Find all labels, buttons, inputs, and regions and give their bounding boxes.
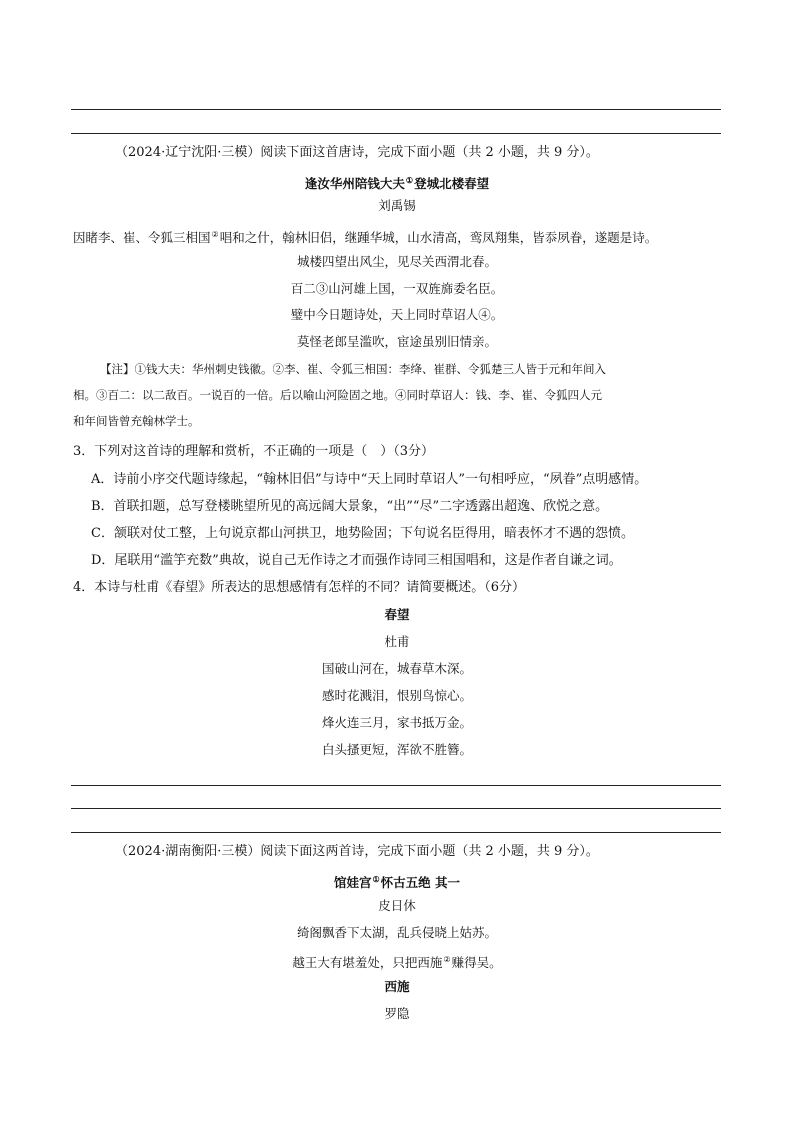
poem-title-part2: 登城北楼春望 <box>414 176 490 191</box>
poem-notes: 【注】①钱大夫：华州刺史钱徽。②李、崔、令狐三相国：李绛、崔群、令狐楚三人皆于元和年间入 <box>100 362 606 376</box>
section1-intro: （2024·辽宁沈阳·三模）阅读下面这首唐诗，完成下面小题（共 2 小题，共 9 分）。 <box>115 145 599 160</box>
question-3: 3．下列对这首诗的理解和赏析，不正确的一项是（ ）（3分） <box>73 444 435 459</box>
footnote-mark: ① <box>405 175 414 185</box>
poem-title-part2: 怀古五绝 其一 <box>380 875 461 890</box>
poem-line-part2: 赚得吴。 <box>451 955 502 970</box>
poem2-line: 感时花溅泪，恨别鸟惊心。 <box>321 688 472 703</box>
poem2-line: 白头搔更短，浑欲不胜簪。 <box>321 742 472 757</box>
footnote-mark: ② <box>211 230 219 239</box>
poem-line: 绮阁飘香下太湖，乱兵侵晓上姑苏。 <box>296 925 497 940</box>
poem-title-part1: 馆娃宫 <box>333 875 372 890</box>
poem2-line: 烽火连三月，家书抵万金。 <box>321 715 472 730</box>
poem-line: 城楼四望出风尘，见尽关西渭北春。 <box>296 254 497 269</box>
poem2-line: 国破山河在，城春草木深。 <box>321 661 472 676</box>
poem2-author: 杜甫 <box>384 634 410 649</box>
preface-part2: 唱和之什，翰林旧侣，继踵华城，山水清高，鸾凤翔集，皆忝夙眷，遂题是诗。 <box>219 230 658 245</box>
poem-line: 百二③山河雄上国，一双旌旆委名臣。 <box>290 281 504 296</box>
poem-author: 刘禹锡 <box>378 198 416 213</box>
poem-line <box>0 952 794 971</box>
poem2-author: 罗隐 <box>384 1006 410 1021</box>
poem-title-part1: 逢汝华州陪钱大夫 <box>304 176 405 191</box>
question-4: 4．本诗与杜甫《春望》所表达的思想感情有怎样的不同？请简要概述。（6分） <box>73 580 526 595</box>
answer-line <box>71 133 721 134</box>
answer-line <box>71 808 721 809</box>
poem-notes: 和年间皆曾充翰林学士。 <box>73 414 200 428</box>
poem-preface <box>73 227 657 246</box>
poem2-title: 春望 <box>384 607 410 622</box>
answer-line <box>71 832 721 833</box>
answer-line <box>71 109 721 110</box>
question-3-option-a: A．诗前小序交代题诗缘起，“翰林旧侣”与诗中“天上同时草诏人”一句相呼应，“夙眷”点明感情。 <box>91 472 648 487</box>
poem-author: 皮日休 <box>378 898 416 913</box>
poem-line: 璧中今日题诗处，天上同时草诏人④。 <box>290 307 504 322</box>
footnote-mark: ① <box>372 874 380 884</box>
preface-part1: 因睹李、崔、令狐三相国 <box>73 230 211 245</box>
poem-notes: 相。③百二：以二敌百。一说百的一倍。后以喻山河险固之地。④同时草诏人：钱、李、崔、令狐四人元 <box>73 388 602 402</box>
poem2-title: 西施 <box>384 979 410 994</box>
question-3-option-c: C．颔联对仗工整，上句说京都山河拱卫，地势险固；下句说名臣得用，暗表怀才不遇的怨愤。 <box>91 526 634 541</box>
footnote-mark: ② <box>443 955 451 964</box>
question-3-option-b: B．首联扣题，总写登楼眺望所见的高远阔大景象，“出”“尽”二字透露出超逸、欣悦之意。 <box>91 499 609 514</box>
poem-title <box>0 871 794 891</box>
question-3-option-d: D．尾联用“滥竽充数”典故，说自己无作诗之才而强作诗同三相国唱和，这是作者自谦之词。 <box>91 553 622 568</box>
section2-intro: （2024·湖南衡阳·三模）阅读下面这两首诗，完成下面小题（共 2 小题，共 9 分）。 <box>115 844 599 859</box>
poem-line: 莫怪老郎呈滥吹，宦途虽别旧情亲。 <box>296 334 497 349</box>
answer-line <box>71 785 721 786</box>
poem-line-part1: 越王大有堪羞处，只把西施 <box>292 955 443 970</box>
poem-title <box>0 172 794 192</box>
